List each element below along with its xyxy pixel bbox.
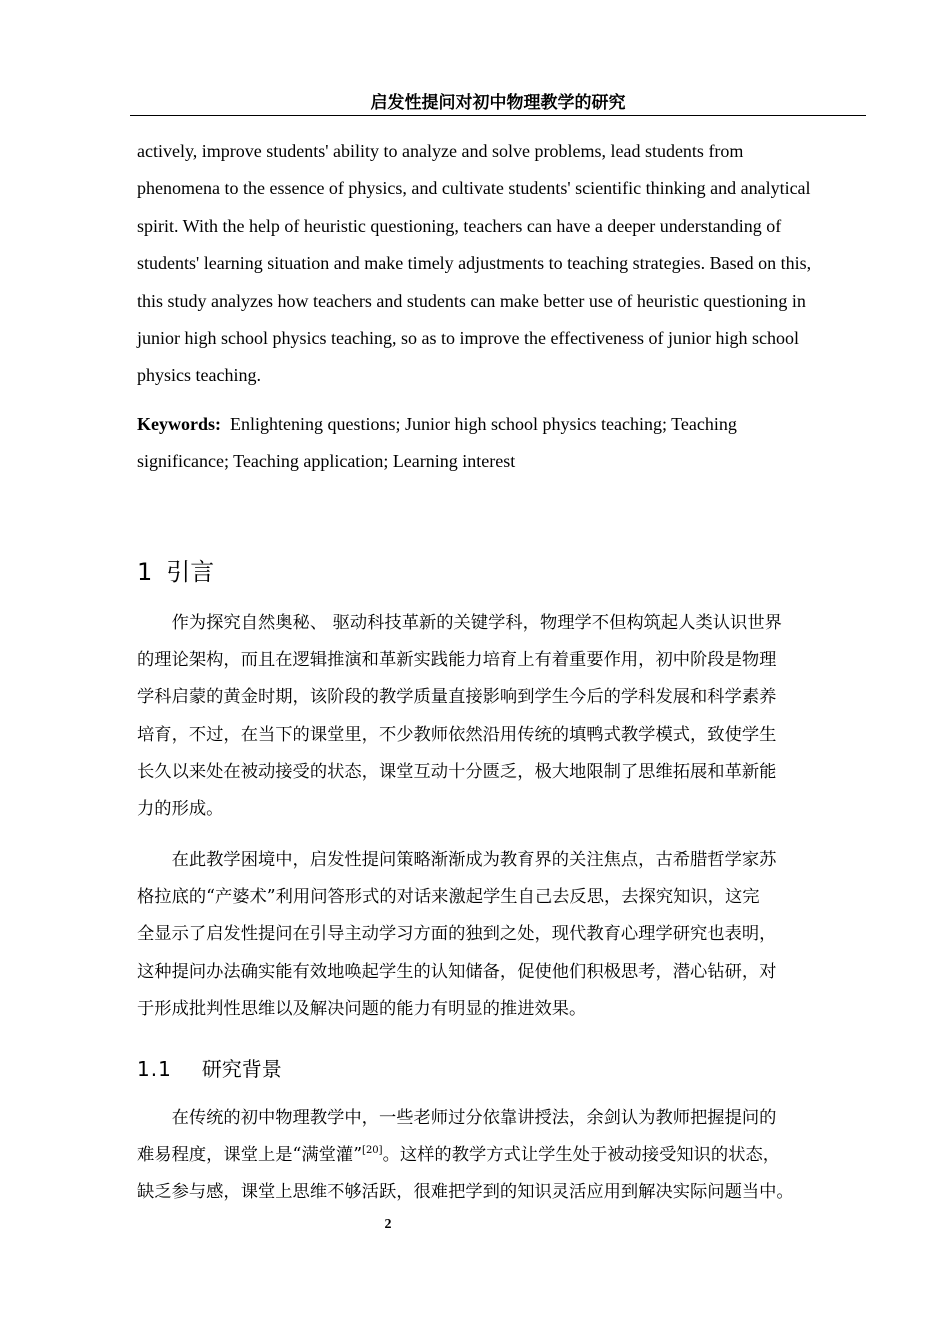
keywords-separator: : (215, 414, 221, 434)
abstract-line: physics teaching. (137, 365, 261, 386)
abstract-line: students' learning situation and make timely adjustments to teaching strategies. Based on this, (137, 253, 812, 274)
keywords-block (137, 406, 859, 481)
header-rule (130, 115, 866, 116)
subsection-number: 1.1 (137, 1057, 172, 1081)
section-number: 1 (137, 558, 153, 586)
paragraph-line: 全显示了启发性提问在引导主动学习方面的独到之处，现代教育心理学研究也表明， (137, 924, 777, 945)
paragraph-line: 学科启蒙的黄金时期，该阶段的教学质量直接影响到学生今后的学科发展和科学素养 (137, 687, 777, 708)
running-header-title: 启发性提问对初中物理教学的研究 (370, 93, 626, 113)
page-number: 2 (384, 1217, 392, 1232)
paragraph-line: 格拉底的“产婆术”利用问答形式的对话来激起学生自己去反思，去探究知识，这完 (137, 887, 760, 908)
paragraph-line: 力的形成。 (137, 799, 224, 820)
subsection-heading-background (137, 1054, 282, 1084)
paragraph-line: 培育，不过，在当下的课堂里，不少教师依然沿用传统的填鸭式教学模式，致使学生 (137, 724, 777, 745)
abstract-line: spirit. With the help of heuristic questioning, teachers can have a deeper understanding of (137, 215, 782, 236)
paragraph-line: 这种提问办法确实能有效地唤起学生的认知储备，促使他们积极思考，潜心钻研，对 (137, 961, 777, 982)
paragraph-text: 。这样的教学方式让学生处于被动接受知识的状态， (382, 1145, 781, 1166)
section-heading-introduction (137, 556, 214, 588)
keywords-line-2: significance; Teaching application; Learning interest (137, 451, 516, 472)
abstract-line: junior high school physics teaching, so as to improve the effectiveness of junior high school (137, 328, 800, 349)
section-title: 引言 (166, 558, 215, 586)
paragraph-line (137, 1137, 862, 1174)
paragraph-line: 在此教学困境中，启发性提问策略渐渐成为教育界的关注焦点，古希腊哲学家苏 (137, 850, 777, 870)
paragraph-line: 作为探究自然奥秘、 驱动科技革新的关键学科，物理学不但构筑起人类认识世界 (137, 613, 782, 633)
paragraph-line: 长久以来处在被动接受的状态，课堂互动十分匮乏，极大地限制了思维拓展和革新能 (137, 761, 777, 782)
paragraph-line: 缺乏参与感，课堂上思维不够活跃，很难把学到的知识灵活应用到解决实际问题当中。 (137, 1182, 794, 1203)
keywords-text: Enlightening questions; Junior high school physics teaching; Teaching (230, 414, 737, 434)
paragraph-text: 难易程度，课堂上是“满堂灌” (137, 1145, 363, 1166)
paragraph-line: 在传统的初中物理教学中，一些老师过分依靠讲授法，余剑认为教师把握提问的 (137, 1108, 777, 1128)
background-paragraph (137, 1100, 862, 1212)
paragraph-line: 的理论架构，而且在逻辑推演和革新实践能力培育上有着重要作用，初中阶段是物理 (137, 650, 777, 671)
introduction-paragraph-1 (137, 605, 862, 828)
citation-reference[interactable]: [20] (362, 1145, 383, 1157)
abstract-line: phenomena to the essence of physics, and cultivate students' scientific thinking and analytical (137, 178, 811, 199)
paragraph-line: 于形成批判性思维以及解决问题的能力有明显的推进效果。 (137, 998, 587, 1019)
keywords-label: Keywords (137, 414, 215, 434)
abstract-line: this study analyzes how teachers and students can make better use of heuristic questioning in (137, 290, 806, 311)
introduction-paragraph-2 (137, 842, 862, 1028)
english-abstract-continuation (137, 133, 859, 395)
abstract-line: actively, improve students' ability to analyze and solve problems, lead students from (137, 141, 744, 161)
keywords-line-1 (137, 406, 859, 443)
subsection-title: 研究背景 (201, 1057, 282, 1081)
